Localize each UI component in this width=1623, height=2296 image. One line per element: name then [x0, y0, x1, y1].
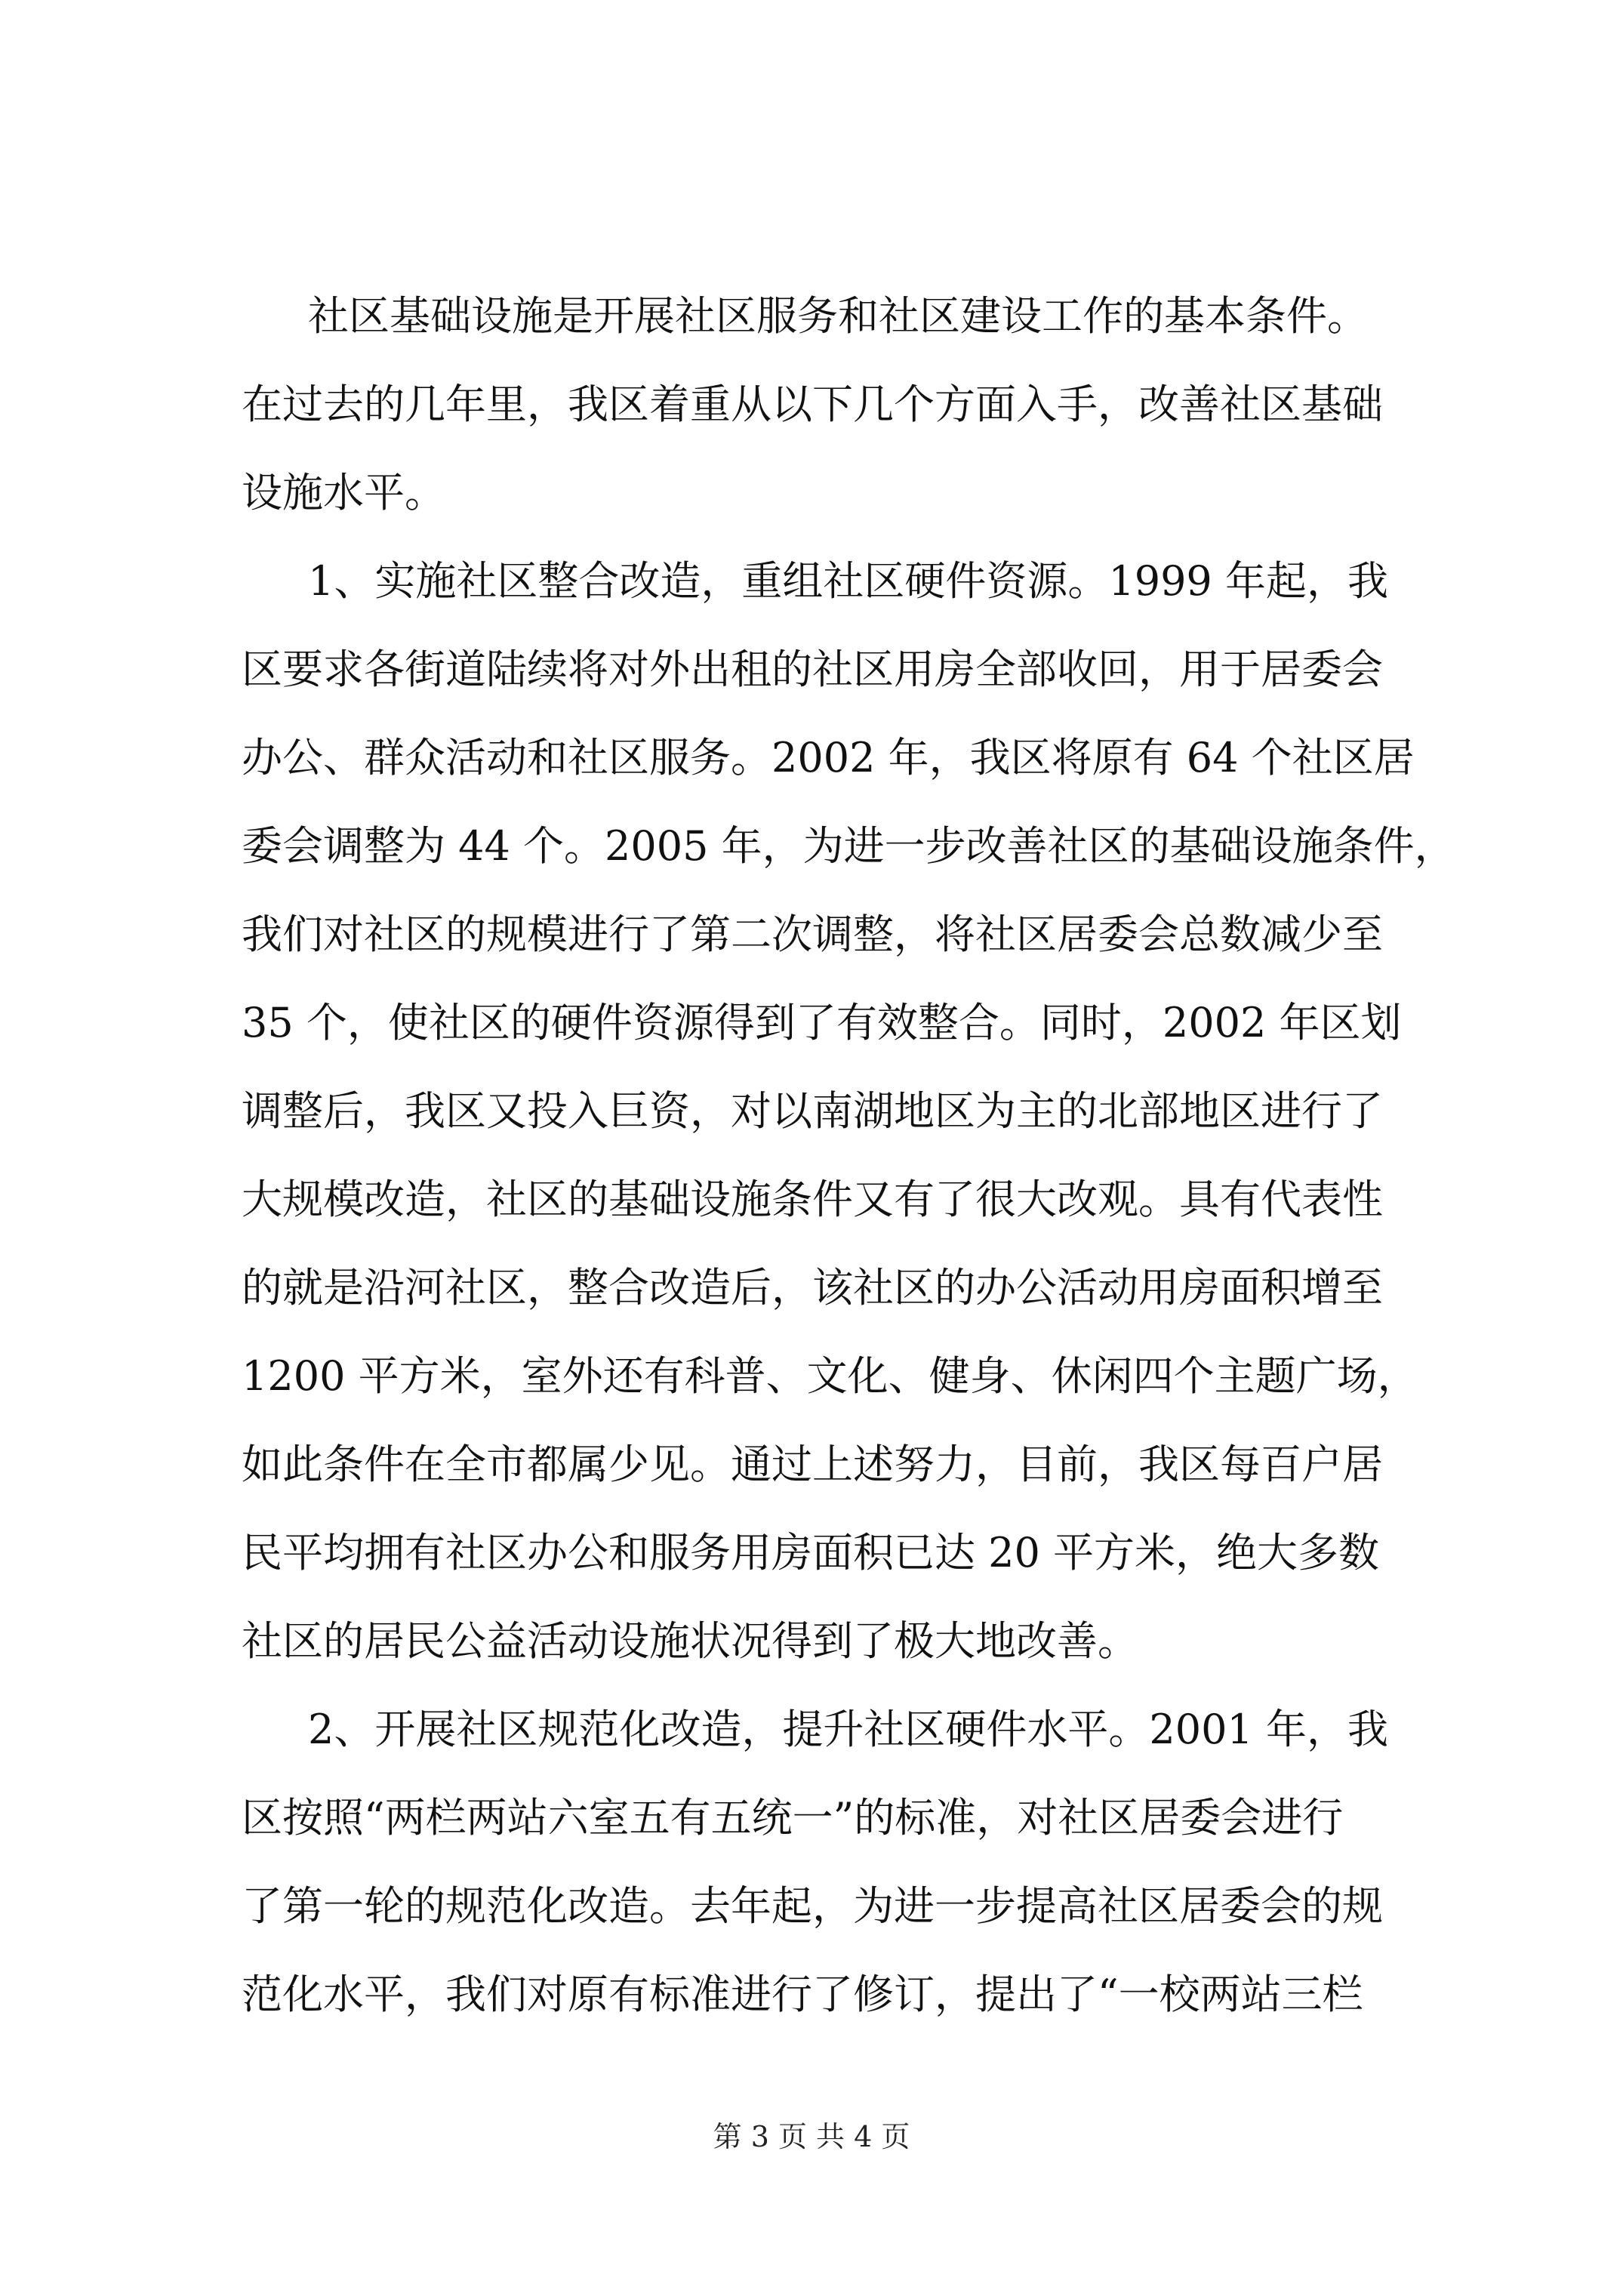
text-line: 的就是沿河社区，整合改造后，该社区的办公活动用房面积增至: [242, 1264, 1383, 1311]
page-number-footer: 第 3 页 共 4 页: [713, 2120, 910, 2153]
paragraph-3: [242, 1685, 1434, 2039]
text-line: 社区的居民公益活动设施状况得到了极大地改善。: [242, 1617, 1138, 1665]
text-line: 办公、群众活动和社区服务。2002 年，我区将原有 64 个社区居: [242, 734, 1415, 781]
text-line: 35 个，使社区的硬件资源得到了有效整合。同时，2002 年区划: [242, 999, 1402, 1046]
text-line: 范化水平，我们对原有标准进行了修订，提出了“一校两站三栏: [242, 1971, 1363, 2018]
text-line: 民平均拥有社区办公和服务用房面积已达 20 平方米，绝大多数: [242, 1529, 1380, 1576]
paragraph-1: [242, 272, 1434, 537]
text-line: 我们对社区的规模进行了第二次调整，将社区居委会总数减少至: [242, 911, 1383, 958]
paragraph-2: [242, 537, 1455, 1685]
document-body: [242, 272, 1455, 2039]
text-line: 调整后，我区又投入巨资，对以南湖地区为主的北部地区进行了: [242, 1087, 1383, 1135]
text-line: 1200 平方米，室外还有科普、文化、健身、休闲四个主题广场，: [242, 1352, 1418, 1400]
text-line: 了第一轮的规范化改造。去年起，为进一步提高社区居委会的规: [242, 1882, 1383, 1930]
text-line: 大规模改造，社区的基础设施条件又有了很大改观。具有代表性: [242, 1176, 1383, 1223]
text-line: 如此条件在全市都属少见。通过上述努力，目前，我区每百户居: [242, 1441, 1383, 1488]
text-line: 设施水平。: [242, 469, 445, 516]
text-line: 在过去的几年里，我区着重从以下几个方面入手，改善社区基础: [242, 381, 1383, 428]
text-line: 1、实施社区整合改造，重组社区硬件资源。1999 年起，我: [308, 557, 1388, 605]
text-line: 区按照“两栏两站六室五有五统一”的标准，对社区居委会进行: [242, 1794, 1344, 1841]
text-line: 委会调整为 44 个。2005 年，为进一步改善社区的基础设施条件，: [242, 822, 1455, 870]
text-line: 社区基础设施是开展社区服务和社区建设工作的基本条件。: [308, 292, 1368, 340]
text-line: 2、开展社区规范化改造，提升社区硬件水平。2001 年，我: [308, 1706, 1388, 1753]
text-line: 区要求各街道陆续将对外出租的社区用房全部收回，用于居委会: [242, 646, 1383, 693]
